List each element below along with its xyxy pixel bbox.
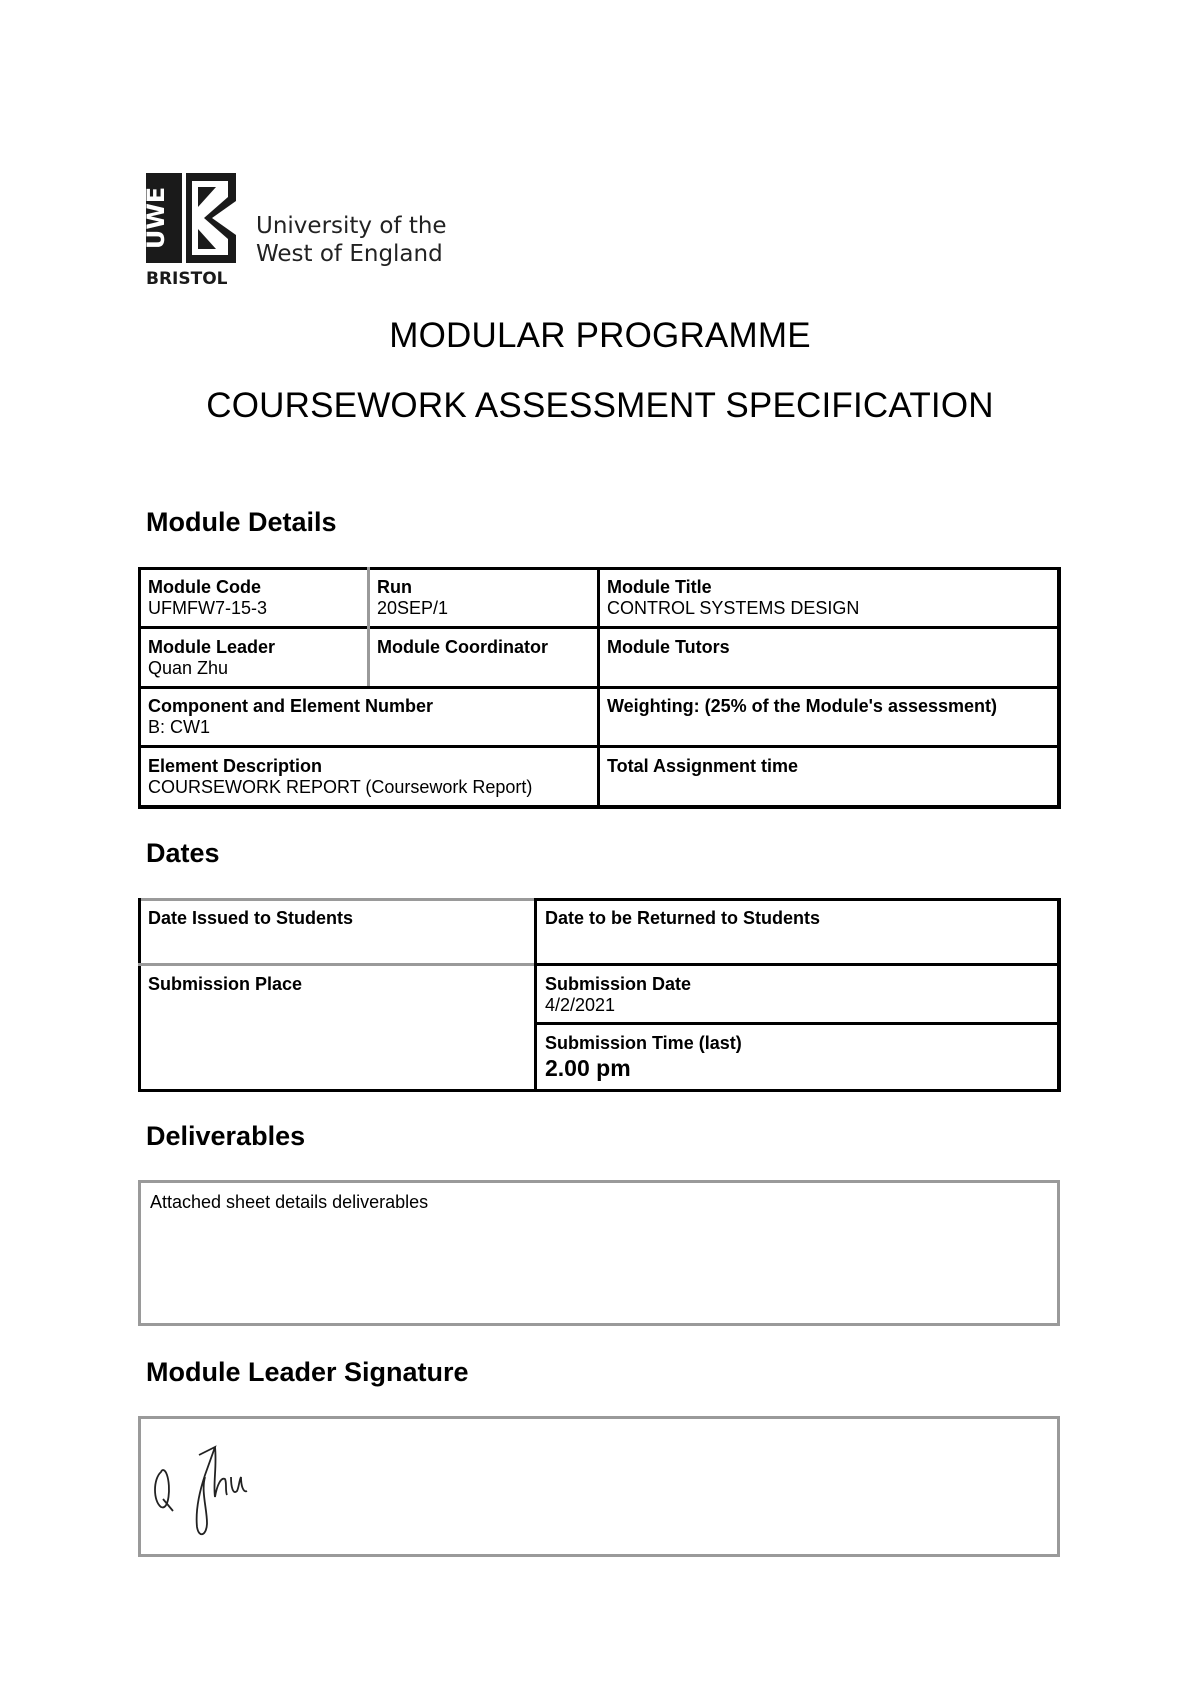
uwe-logo bbox=[142, 173, 447, 289]
total-time-label: Total Assignment time bbox=[607, 756, 799, 776]
deliverables-box bbox=[138, 1180, 1060, 1326]
element-description-cell bbox=[140, 748, 597, 806]
weighting-label: Weighting: (25% of the Module's assessment) bbox=[607, 696, 998, 716]
submission-place-label: Submission Place bbox=[148, 974, 303, 994]
dates-heading: Dates bbox=[146, 838, 220, 868]
module-tutors-label: Module Tutors bbox=[607, 637, 730, 657]
date-issued-label: Date Issued to Students bbox=[148, 908, 354, 928]
page-subtitle: COURSEWORK ASSESSMENT SPECIFICATION bbox=[206, 386, 994, 425]
module-code-label: Module Code bbox=[148, 577, 261, 597]
date-returned-cell bbox=[537, 900, 1057, 937]
component-cell bbox=[140, 688, 597, 746]
handwritten-signature bbox=[149, 1427, 269, 1547]
weighting-cell bbox=[599, 688, 1057, 725]
deliverables-text: Attached sheet details deliverables bbox=[150, 1192, 429, 1212]
submission-date-cell bbox=[537, 966, 1057, 1024]
signature-box bbox=[138, 1416, 1060, 1557]
signature-heading: Module Leader Signature bbox=[146, 1357, 469, 1387]
module-leader-cell bbox=[140, 629, 368, 687]
svg-text:BRISTOL: BRISTOL bbox=[146, 269, 228, 289]
module-coordinator-cell bbox=[369, 629, 597, 666]
component-value: B: CW1 bbox=[148, 717, 211, 737]
submission-time-label: Submission Time (last) bbox=[545, 1033, 742, 1053]
deliverables-heading: Deliverables bbox=[146, 1121, 306, 1151]
total-time-cell bbox=[599, 748, 1057, 785]
submission-time-cell bbox=[537, 1025, 1057, 1090]
run-value: 20SEP/1 bbox=[377, 598, 449, 618]
module-details-heading: Module Details bbox=[146, 507, 337, 537]
submission-time-value: 2.00 pm bbox=[545, 1055, 631, 1081]
element-description-value: COURSEWORK REPORT (Coursework Report) bbox=[148, 777, 533, 797]
date-issued-cell bbox=[140, 900, 535, 937]
page-title: MODULAR PROGRAMME bbox=[389, 316, 811, 355]
module-title-cell bbox=[599, 569, 1057, 627]
submission-date-value: 4/2/2021 bbox=[545, 995, 616, 1015]
module-code-value: UFMFW7-15-3 bbox=[148, 598, 268, 618]
module-leader-value: Quan Zhu bbox=[148, 658, 229, 678]
uwe-crest-icon bbox=[142, 173, 246, 289]
university-name-line1: University of the bbox=[256, 213, 447, 239]
run-label: Run bbox=[377, 577, 412, 597]
date-returned-label: Date to be Returned to Students bbox=[545, 908, 821, 928]
submission-place-cell bbox=[140, 966, 535, 1003]
module-tutors-cell bbox=[599, 629, 1057, 666]
university-name-line2: West of England bbox=[256, 241, 443, 267]
module-title-value: CONTROL SYSTEMS DESIGN bbox=[607, 598, 860, 618]
module-coordinator-label: Module Coordinator bbox=[377, 637, 548, 657]
module-leader-label: Module Leader bbox=[148, 637, 276, 657]
component-label: Component and Element Number bbox=[148, 696, 434, 716]
element-description-label: Element Description bbox=[148, 756, 323, 776]
module-code-cell bbox=[140, 569, 368, 627]
submission-date-label: Submission Date bbox=[545, 974, 692, 994]
module-title-label: Module Title bbox=[607, 577, 712, 597]
run-cell bbox=[369, 569, 597, 627]
svg-text:UWE: UWE bbox=[142, 186, 170, 250]
